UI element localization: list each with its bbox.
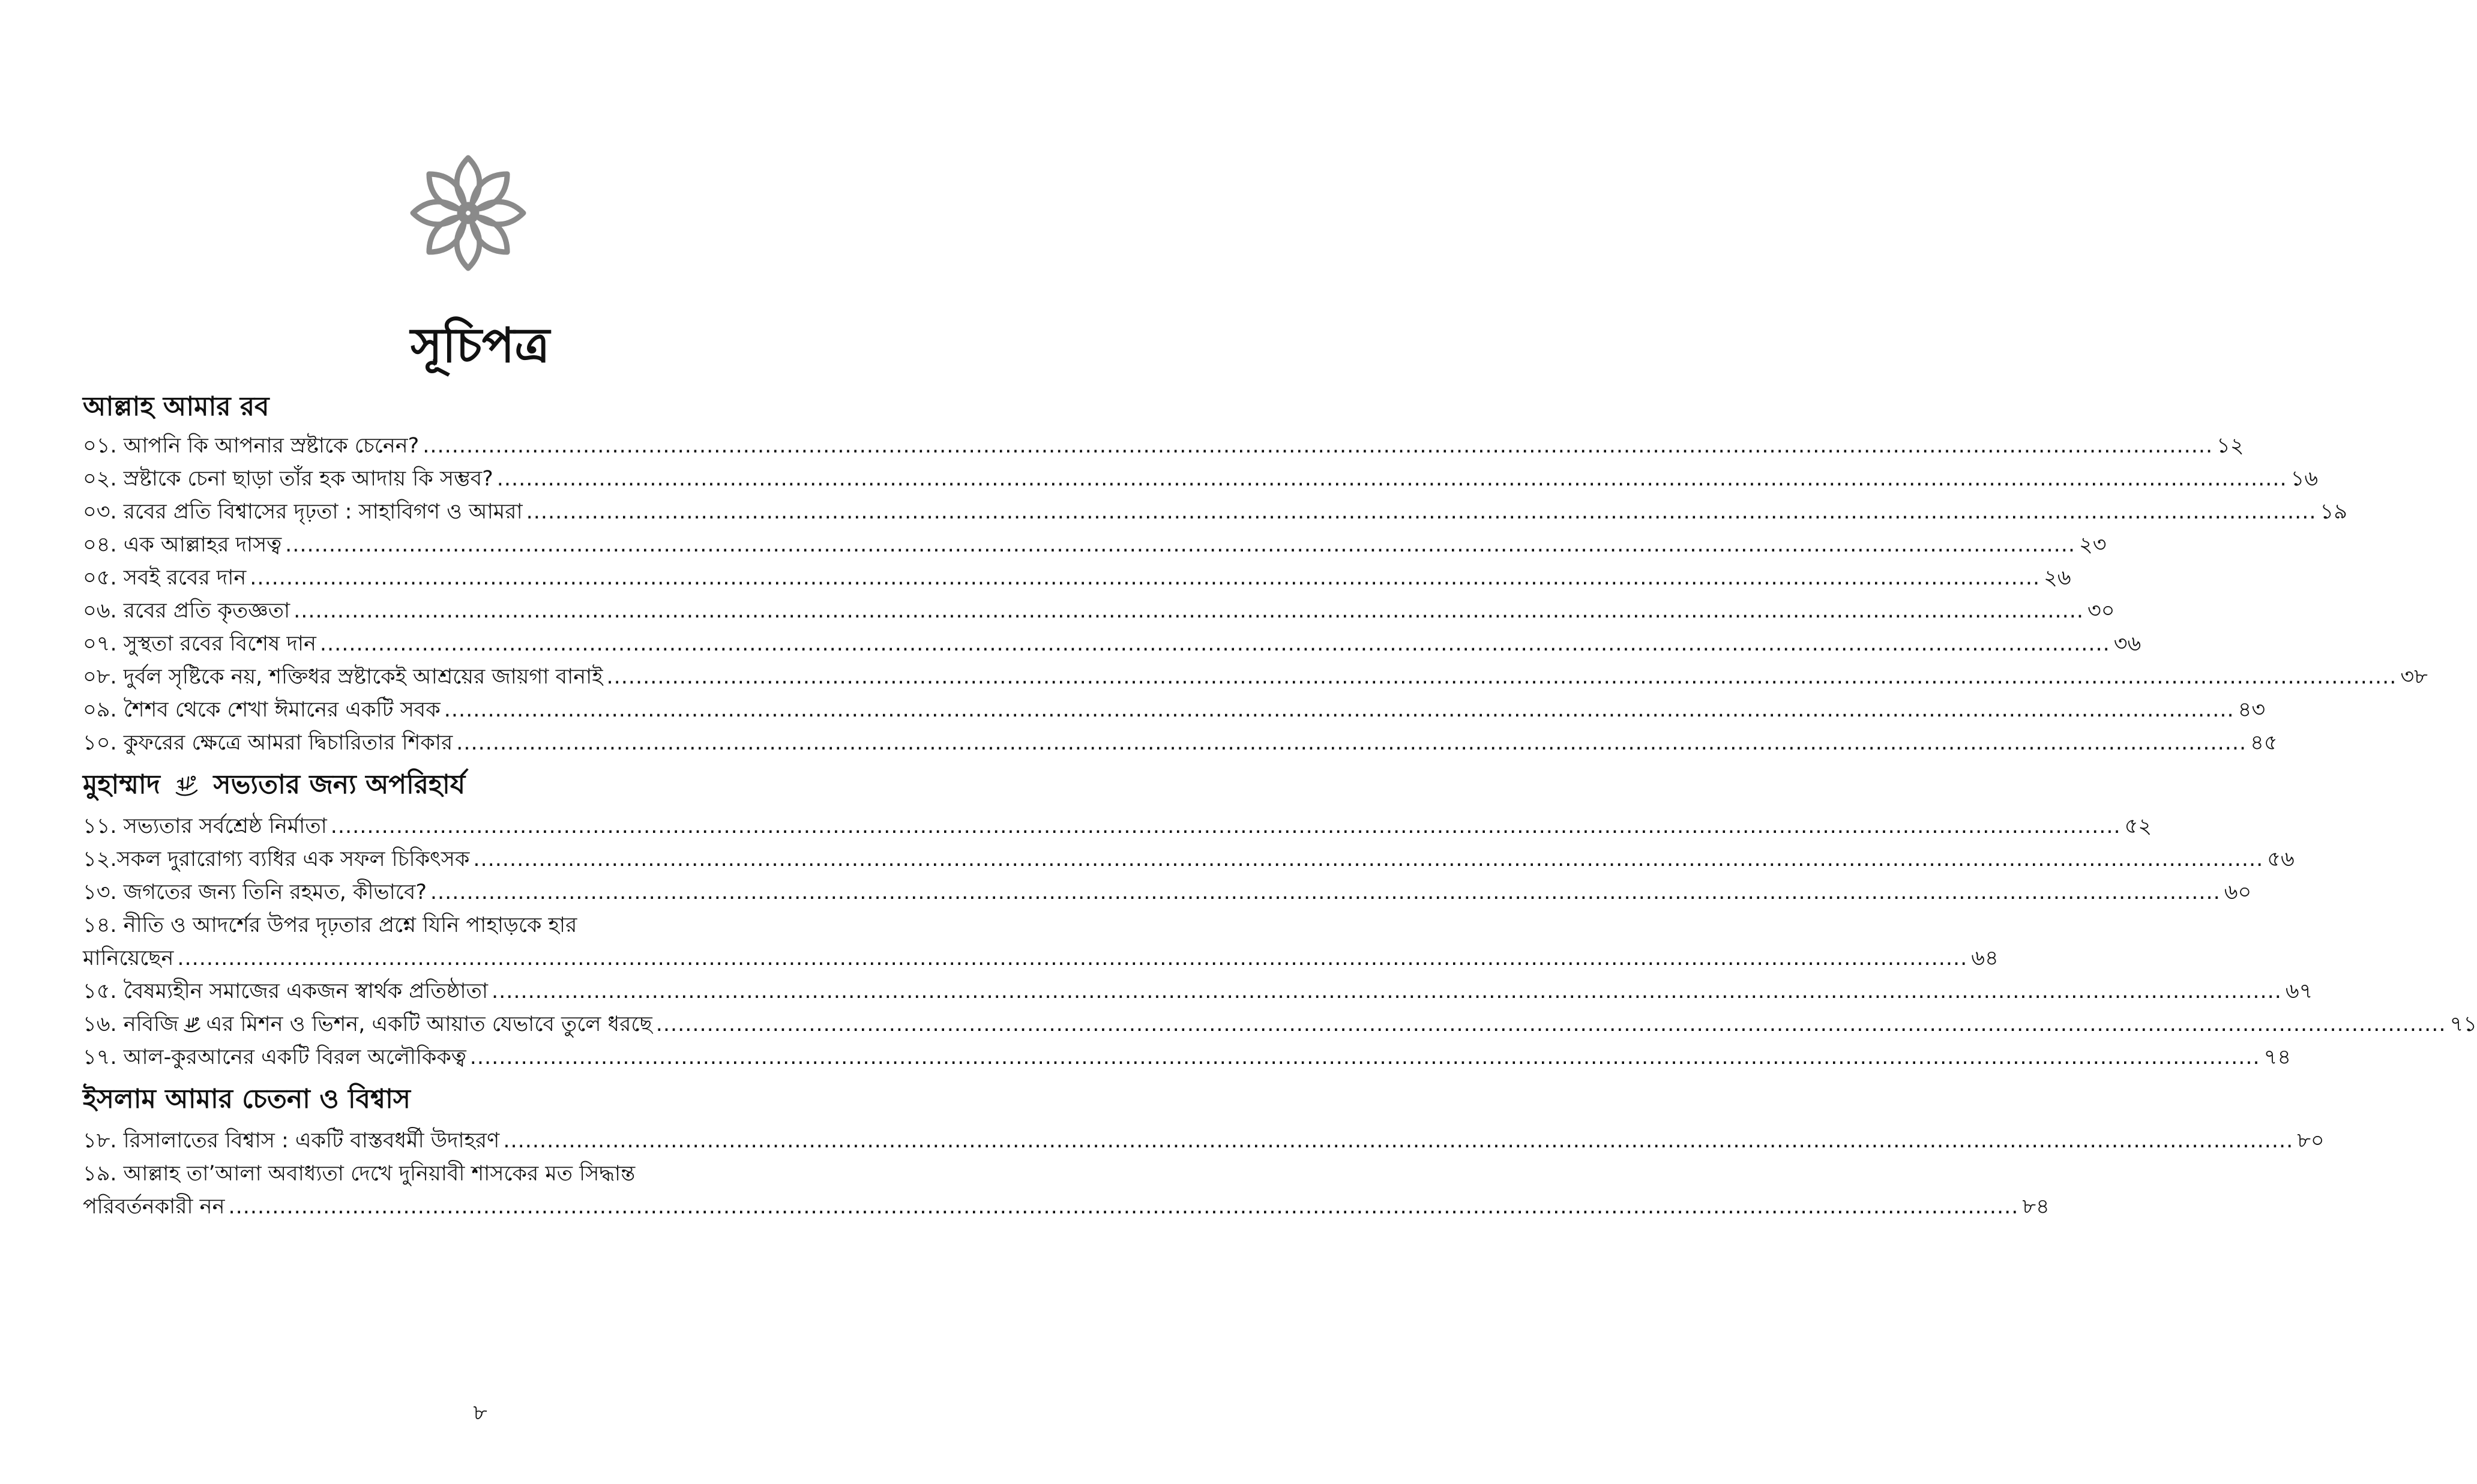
- entry-title-continuation: মানিয়েছেন: [83, 946, 174, 970]
- toc-entry[interactable]: [83, 909, 1999, 975]
- dot-leader: [473, 843, 2263, 876]
- entry-page-number: ৩৮: [2400, 665, 2428, 689]
- entry-page-number: ২৬: [2044, 566, 2071, 590]
- dot-leader: [526, 496, 2317, 529]
- entry-page-number: ৬০: [2224, 880, 2252, 904]
- dot-leader: [503, 1125, 2293, 1158]
- toc-entry[interactable]: [83, 1158, 2050, 1224]
- dot-leader: [423, 430, 2213, 463]
- entry-page-number: ৪৫: [2250, 731, 2278, 755]
- toc-entry[interactable]: [83, 496, 2347, 529]
- toc-entry[interactable]: [83, 1041, 2292, 1074]
- entry-title: ০৫. সবই রবের দান: [83, 566, 247, 590]
- entry-page-number: ২৩: [2079, 533, 2107, 557]
- toc-entry[interactable]: [83, 810, 2152, 843]
- toc-entry[interactable]: [83, 595, 2115, 628]
- dot-leader: [228, 1191, 2018, 1224]
- entry-title-part: এর মিশন ও ভিশন, একটি আয়াত যেভাবে তুলে ধরছে: [206, 1012, 652, 1036]
- entry-title-part: ১৬. নবিজি: [83, 1012, 179, 1036]
- entry-title: ১৪. নীতি ও আদর্শের উপর দৃঢ়তার প্রশ্নে যিনি পাহাড়কে হার: [83, 913, 577, 937]
- entry-page-number: ৩০: [2087, 599, 2115, 623]
- entry-page-number: ৮০: [2297, 1129, 2325, 1153]
- entry-title: ০৮. দুর্বল সৃষ্টিকে নয়, শক্তিধর স্রষ্টাকেই আশ্রয়ের জায়গা বানাই: [83, 665, 603, 689]
- entry-title: ০৭. সুস্থতা রবের বিশেষ দান: [83, 632, 316, 656]
- dot-leader: [293, 595, 2084, 628]
- toc-entry[interactable]: [83, 727, 2278, 760]
- toc-entry[interactable]: [83, 430, 2244, 463]
- entry-title: ১৩. জগতের জন্য তিনি রহমত, কীভাবে?: [83, 880, 427, 904]
- entry-title: ০৪. এক আল্লাহর দাসত্ব: [83, 533, 282, 557]
- dot-leader: [492, 975, 2282, 1008]
- entry-page-number: ৭১: [2449, 1012, 2477, 1036]
- toc-entry[interactable]: [83, 529, 2107, 562]
- salawat-calligraphy-icon: [173, 772, 200, 800]
- dot-leader: [444, 694, 2235, 727]
- dot-leader: [430, 876, 2221, 909]
- entry-title: ০১. আপনি কি আপনার স্রষ্টাকে চেনেন?: [83, 434, 420, 458]
- entry-page-number: ৪৩: [2238, 698, 2266, 722]
- dot-leader: [497, 463, 2287, 496]
- section-heading: ইসলাম আমার চেতনা ও বিশ্বাস: [83, 1084, 411, 1114]
- entry-title: ০৯. শৈশব থেকে শেখা ঈমানের একটি সবক: [83, 698, 441, 722]
- section-heading-part: মুহাম্মাদ: [83, 769, 160, 800]
- entry-title: ১৫. বৈষম্যহীন সমাজের একজন স্বার্থক প্রতিষ্ঠাতা: [83, 979, 488, 1003]
- table-of-contents: [83, 384, 2477, 1224]
- entry-page-number: ৩৬: [2113, 632, 2141, 656]
- entry-title: ১১. সভ্যতার সর্বশ্রেষ্ঠ নির্মাতা: [83, 814, 327, 838]
- section-heading: আল্লাহ আমার রব: [83, 391, 269, 422]
- page-number: ৮: [473, 1401, 487, 1425]
- entry-title: ১২.সকল দুরারোগ্য ব্যধির এক সফল চিকিৎসক: [83, 847, 470, 871]
- entry-title: [83, 1008, 652, 1041]
- entry-title: ০২. স্রষ্টাকে চেনা ছাড়া তাঁর হক আদায় কি সম্ভব?: [83, 467, 493, 491]
- entry-title: ০৬. রবের প্রতি কৃতজ্ঞতা: [83, 599, 290, 623]
- section-heading: [83, 760, 846, 810]
- entry-page-number: ৫২: [2124, 814, 2152, 838]
- entry-page-number: ১৬: [2290, 467, 2319, 491]
- dot-leader: [456, 727, 2247, 760]
- entry-page-number: ৬৪: [1971, 946, 1999, 970]
- toc-entry[interactable]: [83, 661, 2428, 694]
- toc-entry[interactable]: [83, 463, 2319, 496]
- entry-page-number: ৭৪: [2263, 1045, 2292, 1069]
- dot-leader: [285, 529, 2075, 562]
- entry-title-continuation: পরিবর্তনকারী নন: [83, 1195, 225, 1219]
- toc-entry[interactable]: [83, 694, 2266, 727]
- toc-entry[interactable]: [83, 628, 2141, 661]
- toc-entry[interactable]: [83, 1125, 2325, 1158]
- entry-page-number: ১৯: [2320, 500, 2347, 524]
- dot-leader: [331, 810, 2121, 843]
- salawat-calligraphy-icon: [182, 1015, 202, 1035]
- section-heading-part: সভ্যতার জন্য অপরিহার্য: [213, 769, 466, 800]
- entry-title: ০৩. রবের প্রতি বিশ্বাসের দৃঢ়তা : সাহাবিগণ ও আমরা: [83, 500, 523, 524]
- dot-leader: [656, 1008, 2446, 1041]
- entry-page-number: ৫৬: [2267, 847, 2295, 871]
- entry-page-number: ৬৭: [2285, 979, 2313, 1003]
- toc-entry[interactable]: [83, 562, 2071, 595]
- entry-page-number: ১২: [2217, 434, 2244, 458]
- dot-leader: [250, 562, 2040, 595]
- entry-title: ১৯. আল্লাহ তা’আলা অবাধ্যতা দেখে দুনিয়াবী শাসকের মত সিদ্ধান্ত: [83, 1162, 636, 1186]
- entry-title: ১৭. আল-কুরআনের একটি বিরল অলৌকিকত্ব: [83, 1045, 466, 1069]
- toc-entry[interactable]: [83, 876, 2252, 909]
- toc-entry[interactable]: [83, 975, 2313, 1008]
- dot-leader: [607, 661, 2397, 694]
- floral-ornament-icon: [408, 153, 528, 273]
- entry-title: ১০. কুফরের ক্ষেত্রে আমরা দ্বিচারিতার শিকার: [83, 731, 453, 755]
- toc-entry[interactable]: [83, 843, 2295, 876]
- toc-entry[interactable]: [83, 1008, 2477, 1041]
- dot-leader: [177, 942, 1967, 975]
- page-title: সূচিপত্র: [411, 317, 550, 373]
- entry-title: ১৮. রিসালাতের বিশ্বাস : একটি বাস্তবধর্মী উদাহরণ: [83, 1129, 500, 1153]
- dot-leader: [470, 1041, 2260, 1074]
- dot-leader: [320, 628, 2110, 661]
- entry-page-number: ৮৪: [2022, 1195, 2050, 1219]
